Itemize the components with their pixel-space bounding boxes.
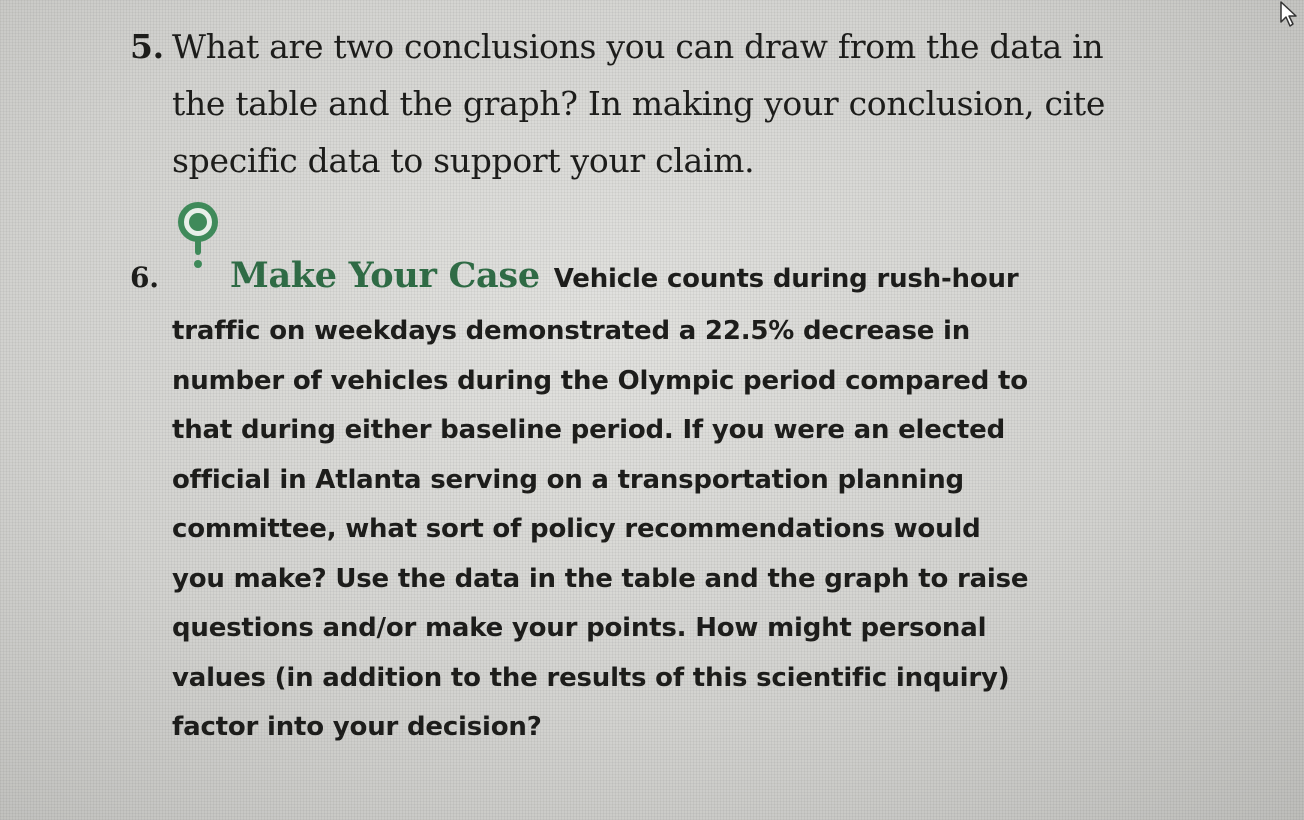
question-6-text-line-2: traffic on weekdays demonstrated a 22.5% decrease in <box>172 316 971 346</box>
mouse-cursor-icon <box>1278 0 1300 28</box>
question-6-text-line-10: factor into your decision? <box>172 712 542 742</box>
question-6-text-line-6: committee, what sort of policy recommendations would <box>172 514 981 544</box>
question-5-text-line-2: the table and the graph? In making your conclusion, cite <box>172 84 1106 123</box>
question-6-text-line-5: official in Atlanta serving on a transportation planning <box>172 464 964 495</box>
question-6-text-line-7: you make? Use the data in the table and the graph to raise <box>172 563 1029 594</box>
question-6-text-line-8: questions and/or make your points. How might personal <box>172 613 987 643</box>
question-5 <box>130 18 1110 189</box>
question-6-text-line-1: Vehicle counts during rush-hour <box>553 264 1019 294</box>
question-6-text-line-4: that during either baseline period. If you were an elected <box>172 415 1005 445</box>
question-6-line-1 <box>130 245 1130 307</box>
question-5-number: 5. <box>130 27 164 66</box>
question-6 <box>130 245 1130 753</box>
question-6-text-line-9: values (in addition to the results of this scientific inquiry) <box>172 662 1010 693</box>
question-6-heading: Make Your Case <box>230 255 540 296</box>
question-6-number: 6. <box>130 261 159 294</box>
question-6-text-line-3: number of vehicles during the Olympic period compared to <box>172 365 1028 396</box>
question-5-line-1 <box>130 18 1110 75</box>
question-5-text-line-1: What are two conclusions you can draw from the data in <box>172 27 1104 66</box>
question-5-text-line-3: specific data to support your claim. <box>172 141 755 180</box>
